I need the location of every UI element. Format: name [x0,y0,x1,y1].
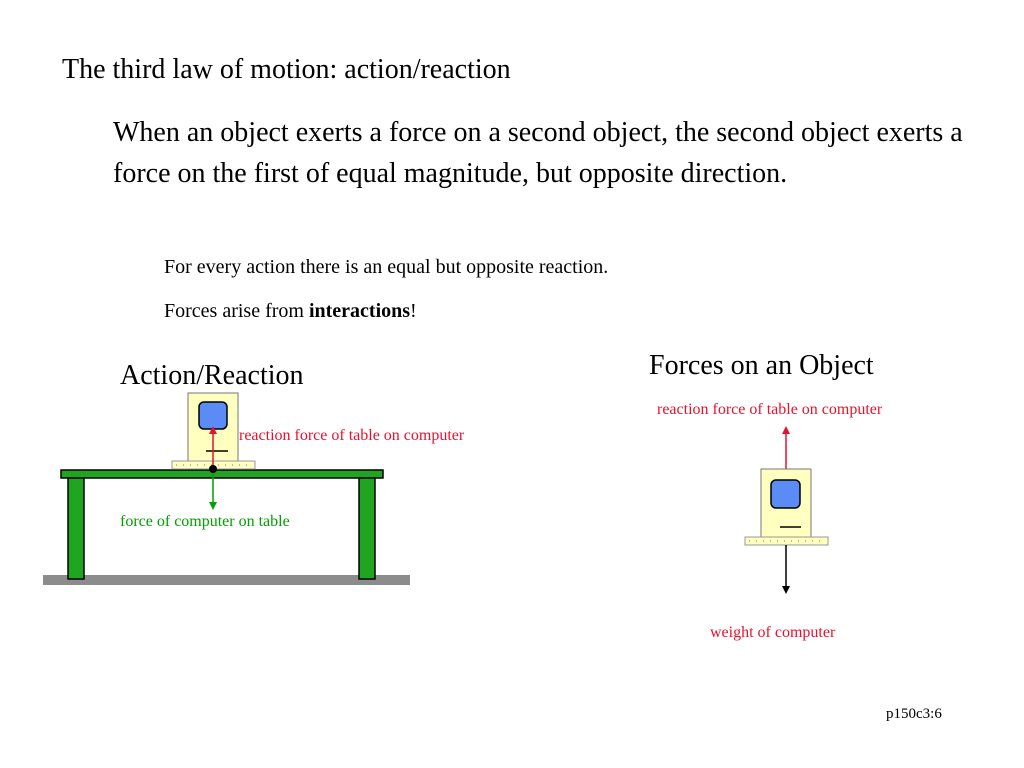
page-number: p150c3:6 [886,706,942,722]
computer-icon-free-body [745,469,828,545]
forces-on-object-heading: Forces on an Object [649,350,874,381]
equal-opposite-point: For every action there is an equal but opposite reaction. [164,256,609,278]
interactions-emphasis: interactions [308,300,411,322]
interactions-point-suffix: ! [410,300,417,322]
floor [43,575,410,585]
action-reaction-heading: Action/Reaction [120,360,304,391]
left-reaction-force-label: reaction force of table on computer [239,427,465,444]
weight-label: weight of computer [710,624,836,641]
right-reaction-force-label: reaction force of table on computer [657,401,883,418]
law-statement: When an object exerts a force on a second object, the second object exerts a force on the first of equal magnitude, but opposite direction. [113,117,963,189]
computer-on-table-force-label: force of computer on table [120,513,290,530]
slide-title: The third law of motion: action/reaction [62,54,511,85]
interactions-point-prefix: Forces arise from [164,300,309,322]
contact-point [209,465,217,473]
